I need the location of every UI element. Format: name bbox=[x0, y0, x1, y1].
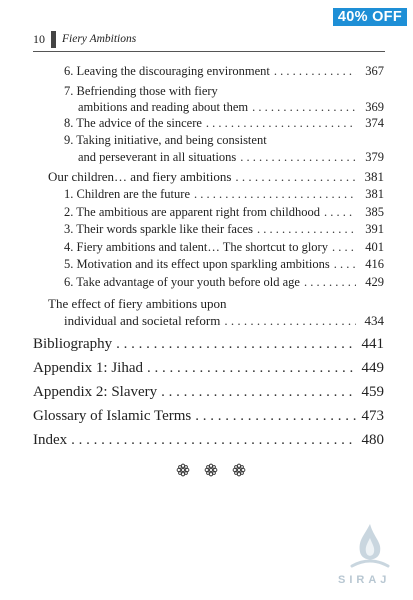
publisher-logo-text: SIRAJ bbox=[338, 574, 391, 586]
toc-section-page: 381 bbox=[364, 169, 384, 184]
dot-leader bbox=[71, 432, 356, 449]
toc-entry-label: 4. Fiery ambitions and talent… The shortcut to glory bbox=[64, 240, 328, 254]
toc-entry-page: 379 bbox=[365, 150, 384, 164]
toc-entry-page: 367 bbox=[365, 64, 384, 78]
toc-entry-label: and perseverant in all situations bbox=[78, 150, 237, 164]
toc-section-label: Our children… and fiery ambitions bbox=[48, 169, 232, 184]
toc-chapter-label: Appendix 2: Slavery bbox=[33, 384, 158, 400]
toc-section bbox=[48, 169, 384, 185]
dot-leader bbox=[147, 360, 356, 377]
toc-entry bbox=[64, 205, 384, 220]
toc-section bbox=[64, 313, 384, 329]
dot-leader bbox=[304, 275, 356, 290]
discount-badge: 40% OFF bbox=[333, 8, 407, 26]
toc-section-page: 434 bbox=[364, 313, 384, 328]
toc-entry-label: 2. The ambitious are apparent right from childhood bbox=[64, 205, 320, 219]
toc-entry-label: 6. Take advantage of your youth before old age bbox=[64, 275, 300, 289]
toc-chapter bbox=[33, 432, 384, 449]
toc-entry-label: 8. The advice of the sincere bbox=[64, 116, 202, 130]
dot-leader bbox=[161, 384, 356, 401]
toc-entry-label: 7. Befriending those with fiery bbox=[64, 84, 218, 98]
dot-leader bbox=[194, 187, 356, 202]
toc-section-label: The effect of fiery ambitions upon bbox=[48, 296, 227, 311]
toc-chapter-page: 449 bbox=[361, 360, 384, 376]
dot-leader bbox=[240, 150, 356, 165]
dot-leader bbox=[334, 257, 356, 272]
toc-entry bbox=[64, 64, 384, 79]
header-rule bbox=[33, 51, 385, 52]
toc-entry-page: 369 bbox=[365, 100, 384, 114]
section-ornaments bbox=[176, 463, 246, 477]
dot-leader bbox=[257, 222, 356, 237]
toc-chapter-page: 459 bbox=[361, 384, 384, 400]
floral-ornament-icon bbox=[204, 463, 218, 477]
toc-entry bbox=[64, 257, 384, 272]
toc-entry-page: 401 bbox=[365, 240, 384, 254]
toc-entry bbox=[64, 275, 384, 290]
toc-entry-label: 5. Motivation and its effect upon sparkling ambitions bbox=[64, 257, 330, 271]
toc-chapter-label: Appendix 1: Jihad bbox=[33, 360, 143, 376]
toc-entry-label: 9. Taking initiative, and being consistent bbox=[64, 133, 267, 147]
toc-chapter bbox=[33, 336, 384, 353]
toc-entry bbox=[64, 222, 384, 237]
toc-chapter bbox=[33, 360, 384, 377]
toc-entry-label: ambitions and reading about them bbox=[78, 100, 249, 114]
dot-leader bbox=[324, 205, 356, 220]
floral-ornament-icon bbox=[176, 463, 190, 477]
page-number: 10 bbox=[33, 31, 45, 46]
running-title: Fiery Ambitions bbox=[62, 33, 137, 45]
toc-chapter-page: 480 bbox=[361, 432, 384, 448]
toc-chapter bbox=[33, 408, 384, 425]
toc-entry bbox=[78, 150, 384, 165]
toc-chapter bbox=[33, 384, 384, 401]
toc-entry-label: 6. Leaving the discouraging environment bbox=[64, 64, 270, 78]
toc-entry-page: 381 bbox=[365, 187, 384, 201]
dot-leader bbox=[116, 336, 356, 353]
dot-leader bbox=[274, 64, 356, 79]
dot-leader bbox=[252, 100, 356, 115]
toc-chapter-label: Glossary of Islamic Terms bbox=[33, 408, 192, 424]
toc-entry-label: 3. Their words sparkle like their faces bbox=[64, 222, 253, 236]
dot-leader bbox=[195, 408, 356, 425]
toc-section-label: individual and societal reform bbox=[64, 313, 221, 328]
toc-chapter-label: Index bbox=[33, 432, 68, 448]
toc-entry bbox=[64, 187, 384, 202]
toc-entry-page: 429 bbox=[365, 275, 384, 289]
toc-entry-label: 1. Children are the future bbox=[64, 187, 190, 201]
toc-entry-page: 416 bbox=[365, 257, 384, 271]
dot-leader bbox=[206, 116, 356, 131]
header-bar bbox=[51, 31, 56, 48]
toc-entry bbox=[64, 116, 384, 131]
toc-entry bbox=[78, 100, 384, 115]
dot-leader bbox=[332, 240, 356, 255]
dot-leader bbox=[235, 169, 356, 185]
toc-chapter-page: 441 bbox=[361, 336, 384, 352]
toc-entry-page: 385 bbox=[365, 205, 384, 219]
toc-chapter-label: Bibliography bbox=[33, 336, 113, 352]
toc-entry bbox=[64, 240, 384, 255]
toc-chapter-page: 473 bbox=[361, 408, 384, 424]
toc-entry-page: 391 bbox=[365, 222, 384, 236]
floral-ornament-icon bbox=[232, 463, 246, 477]
dot-leader bbox=[224, 313, 356, 329]
toc-entry-page: 374 bbox=[365, 116, 384, 130]
running-header bbox=[33, 30, 136, 48]
